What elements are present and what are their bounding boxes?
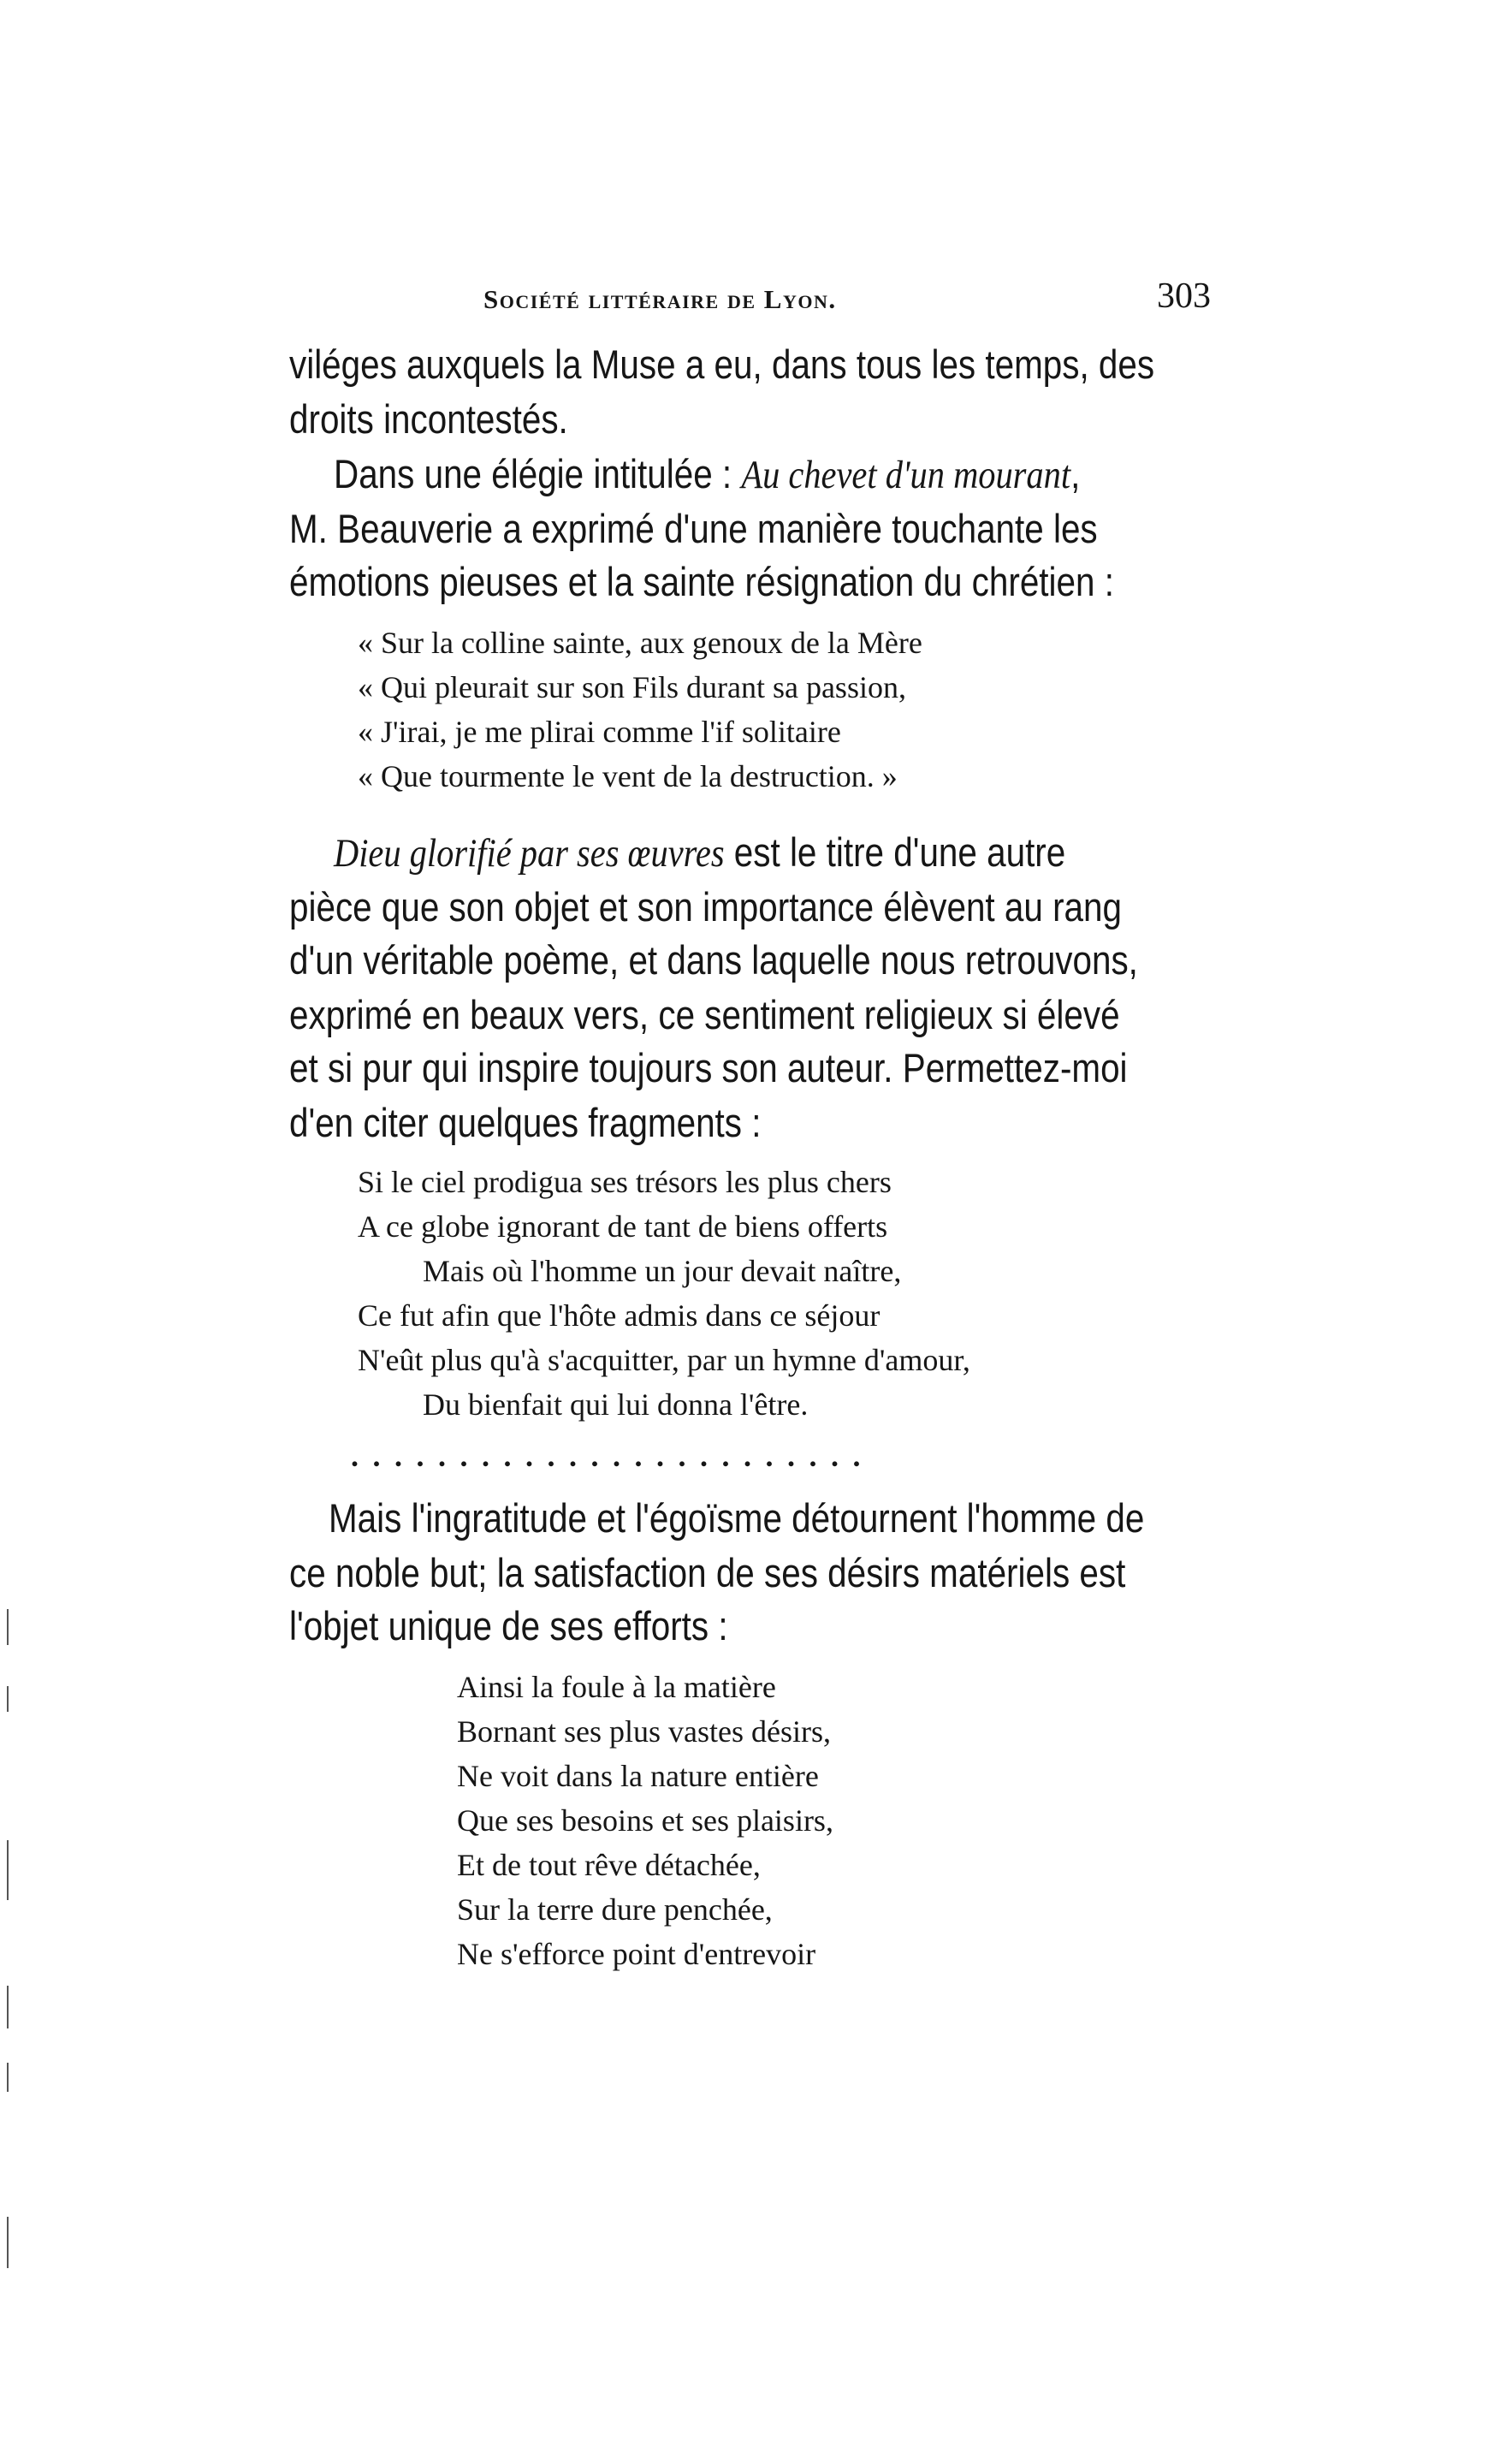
- scan-mark: [7, 1609, 9, 1645]
- verse-line: Et de tout rêve détachée,: [457, 1848, 761, 1882]
- poem-title: Au chevet d'un mourant: [741, 453, 1071, 497]
- verse-line: Ne s'efforce point d'entrevoir: [457, 1937, 816, 1971]
- running-header: Société littéraire de Lyon.: [483, 284, 837, 314]
- scan-mark: [7, 2063, 9, 2092]
- verse-line: A ce globe ignorant de tant de biens offerts: [358, 1209, 888, 1244]
- poem-title: Dieu glorifié par ses œuvres: [334, 831, 725, 876]
- verse-line: Bornant ses plus vastes désirs,: [457, 1714, 831, 1749]
- text-line: pièce que son objet et son importance élèvent au rang: [289, 884, 1122, 930]
- text-line: ce noble but; la satisfaction de ses désirs matériels est: [289, 1550, 1126, 1595]
- verse-line: « Sur la colline sainte, aux genoux de la Mère: [358, 626, 922, 660]
- scan-mark: [7, 1686, 9, 1712]
- text-line: et si pur qui inspire toujours son auteur. Permettez-moi: [289, 1045, 1128, 1090]
- verse-line: « Qui pleurait sur son Fils durant sa passion,: [358, 670, 906, 704]
- text-line: [334, 450, 1080, 498]
- ellipsis-row: ........................: [351, 1439, 875, 1473]
- text-line: exprimé en beaux vers, ce sentiment religieux si élevé: [289, 992, 1120, 1037]
- verse-line: Si le ciel prodigua ses trésors les plus chers: [358, 1165, 892, 1199]
- text-segment: ,: [1070, 451, 1081, 496]
- verse-line: Ce fut afin que l'hôte admis dans ce séjour: [358, 1298, 881, 1333]
- text-line: d'en citer quelques fragments :: [289, 1100, 762, 1145]
- text-line: droits incontestés.: [289, 396, 568, 442]
- text-segment: Dans une élégie intitulée :: [334, 451, 742, 496]
- text-segment: est le titre d'une autre: [724, 829, 1066, 875]
- text-line: viléges auxquels la Muse a eu, dans tous les temps, des: [289, 342, 1155, 387]
- verse-line: N'eût plus qu'à s'acquitter, par un hymne d'amour,: [358, 1343, 970, 1377]
- text-line: l'objet unique de ses efforts :: [289, 1603, 728, 1648]
- text-line: [334, 829, 1065, 876]
- scan-mark: [7, 1986, 9, 2028]
- verse-line: Sur la terre dure penchée,: [457, 1892, 773, 1927]
- verse-line: Mais où l'homme un jour devait naître,: [423, 1254, 902, 1288]
- text-line: M. Beauverie a exprimé d'une manière touchante les: [289, 506, 1098, 551]
- text-line: Mais l'ingratitude et l'égoïsme détournent l'homme de: [329, 1495, 1145, 1541]
- page-number: 303: [1157, 276, 1211, 316]
- verse-line: Que ses besoins et ses plaisirs,: [457, 1803, 833, 1838]
- verse-line: « Que tourmente le vent de la destruction. »: [358, 759, 898, 793]
- verse-line: Du bienfait qui lui donna l'être.: [423, 1387, 809, 1422]
- verse-line: « J'irai, je me plirai comme l'if solitaire: [358, 715, 841, 749]
- text-line: d'un véritable poème, et dans laquelle nous retrouvons,: [289, 937, 1138, 983]
- verse-line: Ainsi la foule à la matière: [457, 1670, 776, 1704]
- text-line: émotions pieuses et la sainte résignation du chrétien :: [289, 559, 1114, 604]
- scan-mark: [7, 2217, 9, 2268]
- scan-mark: [7, 1840, 9, 1900]
- verse-line: Ne voit dans la nature entière: [457, 1759, 819, 1793]
